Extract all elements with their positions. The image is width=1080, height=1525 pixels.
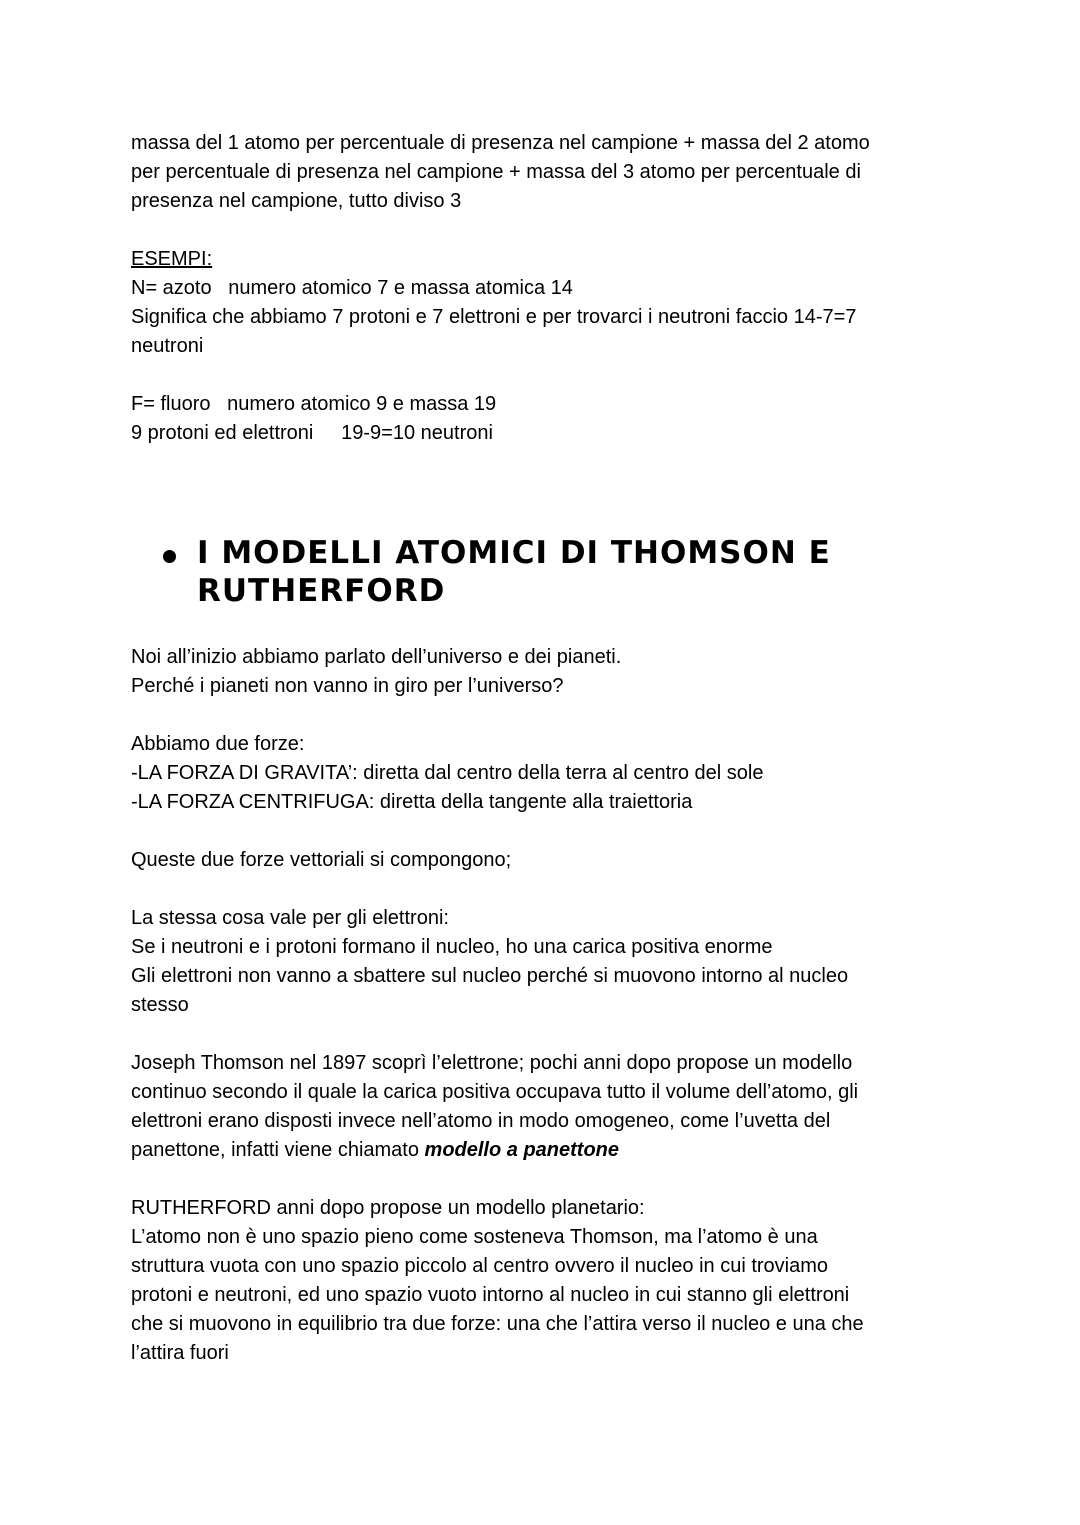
body-line: L’atomo non è uno spazio pieno come sosteneva Thomson, ma l’atomo è una bbox=[131, 1226, 818, 1248]
section-title bbox=[197, 534, 863, 610]
body-line: continuo secondo il quale la carica positiva occupava tutto il volume dell’atomo, gli bbox=[131, 1081, 859, 1103]
body-line: protoni e neutroni, ed uno spazio vuoto intorno al nucleo in cui stanno gli elettroni bbox=[131, 1284, 850, 1306]
intro-section bbox=[131, 129, 961, 448]
body-line: Noi all’inizio abbiamo parlato dell’universo e dei pianeti. bbox=[131, 646, 622, 668]
formula-line: massa del 1 atomo per percentuale di presenza nel campione + massa del 2 atomo bbox=[131, 132, 870, 154]
body-line: Perché i pianeti non vanno in giro per l’universo? bbox=[131, 675, 564, 697]
body-line: l’attira fuori bbox=[131, 1342, 229, 1364]
body-line: Queste due forze vettoriali si compongono; bbox=[131, 849, 512, 871]
body-line: Gli elettroni non vanno a sbattere sul nucleo perché si muovono intorno al nucleo bbox=[131, 965, 849, 987]
formula-line: per percentuale di presenza nel campione + massa del 3 atomo per percentuale di bbox=[131, 161, 861, 183]
section-title-line: RUTHERFORD bbox=[197, 573, 446, 609]
body-line: stesso bbox=[131, 994, 189, 1016]
body-line: -LA FORZA CENTRIFUGA: diretta della tangente alla traiettoria bbox=[131, 791, 693, 813]
body-line: -LA FORZA DI GRAVITA’: diretta dal centro della terra al centro del sole bbox=[131, 762, 764, 784]
example-fluorine-explanation: 9 protoni ed elettroni 19-9=10 neutroni bbox=[131, 422, 493, 444]
example-fluorine: F= fluoro numero atomico 9 e massa 19 bbox=[131, 393, 497, 415]
body-line: RUTHERFORD anni dopo propose un modello planetario: bbox=[131, 1197, 645, 1219]
body-line: La stessa cosa vale per gli elettroni: bbox=[131, 907, 449, 929]
section-title-line: I MODELLI ATOMICI DI THOMSON E bbox=[197, 535, 831, 571]
body-line: struttura vuota con uno spazio piccolo al centro ovvero il nucleo in cui troviamo bbox=[131, 1255, 829, 1277]
bullet-icon bbox=[163, 550, 176, 563]
body-line bbox=[131, 1136, 961, 1165]
example-nitrogen-explanation: neutroni bbox=[131, 335, 204, 357]
section-heading bbox=[163, 534, 863, 610]
formula-line: presenza nel campione, tutto diviso 3 bbox=[131, 190, 462, 212]
examples-title: ESEMPI: bbox=[131, 248, 213, 270]
body-line: elettroni erano disposti invece nell’atomo in modo omogeneo, come l’uvetta del bbox=[131, 1110, 831, 1132]
body-line: Se i neutroni e i protoni formano il nucleo, ho una carica positiva enorme bbox=[131, 936, 773, 958]
emphasis-text: modello a panettone bbox=[424, 1139, 619, 1161]
body-section bbox=[131, 643, 961, 1368]
body-line: che si muovono in equilibrio tra due forze: una che l’attira verso il nucleo e una che bbox=[131, 1313, 864, 1335]
example-nitrogen-explanation: Significa che abbiamo 7 protoni e 7 elettroni e per trovarci i neutroni faccio 14-7=7 bbox=[131, 306, 857, 328]
example-nitrogen: N= azoto numero atomico 7 e massa atomica 14 bbox=[131, 277, 573, 299]
body-text: panettone, infatti viene chiamato bbox=[131, 1139, 425, 1161]
body-line: Joseph Thomson nel 1897 scoprì l’elettrone; pochi anni dopo propose un modello bbox=[131, 1052, 853, 1074]
body-line: Abbiamo due forze: bbox=[131, 733, 305, 755]
